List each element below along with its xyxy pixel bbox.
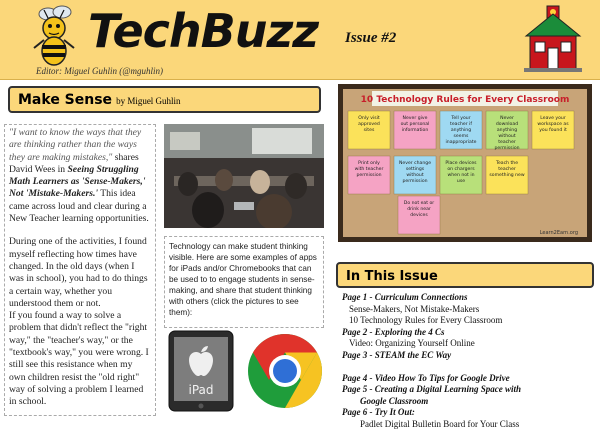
toc-page-link[interactable]: Page 1 - Curriculum Connections — [342, 292, 468, 302]
toc-subitem: Video: Organizing Yourself Online — [349, 338, 475, 349]
poster-title: 10 Technology Rules for Every Classroom — [360, 95, 570, 105]
toc-subitem: 10 Technology Rules for Every Classroom — [349, 315, 503, 326]
newsletter-header — [0, 0, 600, 80]
toc-page-link[interactable]: Page 5 - Creating a Digital Learning Space with — [342, 384, 522, 395]
in-this-issue-banner — [336, 262, 594, 288]
toc-page-link[interactable]: Page 6 - Try It Out: — [342, 407, 415, 418]
toc-page-link[interactable]: Page 2 - Exploring the 4 Cs — [342, 326, 445, 337]
toc-page-link-continued[interactable]: Google Classroom — [360, 395, 429, 406]
poster-footer: Learn2Earn.org — [539, 230, 578, 236]
sticky-note-text: Teach the teacher something new — [489, 161, 525, 178]
toc-page-link[interactable]: Page 3 - STEAM the EC Way — [342, 349, 452, 360]
table-of-contents — [342, 292, 594, 431]
ipad-app-link[interactable] — [168, 330, 234, 412]
toc-subitem: Sense-Makers, Not Mistake-Makers — [349, 303, 480, 314]
make-sense-banner — [8, 86, 321, 113]
article-quote: "I want to know the ways that they are thinking rather than the ways they are making mistakes," — [9, 127, 142, 163]
article-body — [4, 124, 156, 416]
classroom-photo — [164, 124, 324, 228]
article-paragraph-3: If you found a way to solve a problem that didn't reflect the "right way," the "teacher's way," or the "textbook's way," you were wrong. I still see this resistance when my own children resist the "old right" way of solving a problem I learned in school. — [9, 310, 149, 408]
editor-credit: Editor: Miguel Guhlin (@mguhlin) — [36, 66, 164, 76]
article-paragraph-1 — [9, 127, 151, 225]
article-source-link[interactable]: Seeing Struggling Math Learners as 'Sense-Makers,' Not 'Mistake-Makers.' — [9, 163, 146, 200]
newsletter-title: TechBuzz — [88, 4, 319, 58]
sticky-note-text: Only visit approved sites — [358, 116, 380, 133]
apps-description: Technology can make student thinking visible. Here are some examples of apps for iPads and/or Chromebooks that can be used to to engage students in sense-making, and share that student thinking with others (click the pictures to see them): — [164, 236, 324, 328]
bee-mascot-icon — [28, 4, 80, 68]
schoolhouse-icon — [522, 4, 584, 72]
sticky-note-text: Never give out personal information — [400, 116, 430, 133]
section-title: Make Sense — [18, 92, 113, 108]
tech-rules-poster — [338, 84, 592, 242]
article-rest: This idea came across loud and clear during a New Teacher learning opportunities. — [9, 188, 149, 225]
chrome-app-link[interactable] — [246, 332, 324, 410]
sticky-note-text: Never download anything without teacher permission — [494, 116, 520, 151]
sticky-note-text: Do not eat or drink near devices — [403, 201, 435, 218]
in-this-issue-title: In This Issue — [346, 269, 438, 284]
sticky-note-text: Leave your workspace as you found it — [537, 116, 569, 133]
toc-page-link[interactable]: Page 4 - Video How To Tips for Google Drive — [342, 372, 510, 383]
article-paragraph-2: During one of the activities, I found myself reflecting how times have changed. In the old days (when I was in school), you had to do things a certain way, whether you understood them or not. — [9, 236, 148, 309]
sticky-note-text: Never change settings without permission — [398, 161, 432, 184]
sticky-note-text: Place devices on chargers when not in use — [445, 161, 477, 184]
sticky-note-text: Tell your teacher if anything seems inappropriate — [445, 116, 477, 145]
issue-number: Issue #2 — [345, 30, 397, 46]
ipad-label: iPad — [188, 383, 214, 397]
section-byline: by Miguel Guhlin — [116, 96, 181, 106]
article-shares: shares David Wees in — [9, 151, 139, 175]
toc-subitem: Padlet Digital Bulletin Board for Your Class — [360, 418, 520, 429]
sticky-note-text: Print only with teacher permission — [354, 161, 384, 178]
